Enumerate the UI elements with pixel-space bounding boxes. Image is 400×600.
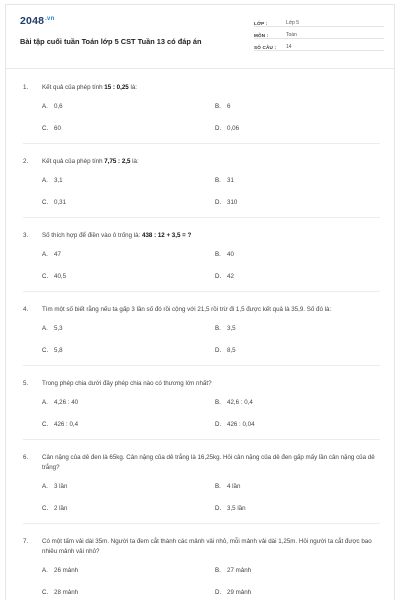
option-text: 426 : 0,04 [227,421,255,428]
option-text: 3 lần [54,483,68,490]
answer-options [23,251,380,281]
question-3 [6,231,394,305]
answer-options [23,483,380,513]
option-letter: D. [215,125,222,132]
option-text: 0,31 [54,199,67,206]
question-text-part: là: [130,158,139,165]
answer-option[interactable] [215,273,388,281]
question-text-part: Cân nặng của dê đen là 65kg. Cân nặng của dê trắng là 16,25kg. Hỏi cân nặng của dê đen gấp mấy lần cân nặng của dê trắng? [42,454,375,471]
answer-options [23,325,380,355]
answer-option[interactable] [215,589,388,597]
option-letter: A. [42,325,48,332]
option-letter: B. [215,399,221,406]
meta-value: Lớp 5 [286,19,300,26]
option-letter: D. [215,347,222,354]
answer-option[interactable] [215,421,388,429]
option-letter: A. [42,103,48,110]
answer-option[interactable] [215,125,388,133]
meta-row-subject [254,28,384,39]
option-letter: C. [42,199,49,206]
question-number: 7. [23,538,29,545]
answer-options [23,103,380,133]
option-text: 47 [54,251,61,258]
option-text: 3,1 [54,177,63,184]
option-text: 28 mảnh [54,589,79,596]
answer-option[interactable] [42,421,215,429]
meta-label: MÔN : [254,32,269,38]
question-4 [6,305,394,379]
meta-label: LỚP : [254,20,268,26]
option-text: 40,5 [54,273,67,280]
question-5 [6,379,394,453]
question-text [42,453,380,473]
answer-option[interactable] [42,177,215,185]
option-text: 8,5 [227,347,236,354]
answer-option[interactable] [215,399,388,407]
option-text: 4 lần [227,483,241,490]
option-letter: C. [42,505,49,512]
question-text-part: Có một tấm vải dài 35m. Người ta đem cắt thành các mảnh vải nhỏ, mỗi mảnh vải dài 1,25m. Hỏi người ta cắt được bao nhiêu mảnh vải nhỏ? [42,538,372,555]
option-text: 3,5 lần [227,505,246,512]
question-2 [6,157,394,231]
question-text [42,231,380,241]
option-letter: B. [215,325,221,332]
answer-option[interactable] [215,199,388,207]
question-text [42,537,380,557]
question-1 [6,83,394,157]
answer-options [23,399,380,429]
answer-option[interactable] [215,567,388,575]
answer-option[interactable] [215,251,388,259]
meta-value: 14 [286,43,292,50]
brand-logo-suffix: .vn [45,15,55,22]
question-text [42,157,380,167]
question-text-part: Kết quả của phép tính [42,84,105,91]
page-title: Bài tập cuối tuần Toán lớp 5 CST Tuần 13 có đáp án [20,37,202,46]
spacer [23,440,380,453]
answer-option[interactable] [215,483,388,491]
spacer [23,524,380,537]
brand-logo[interactable]: $2048^{.vn}$ [20,15,55,27]
question-text-part: Tìm một số biết rằng nếu ta gấp 3 lần số đó rồi cộng với 21,5 rồi trừ đi 1,5 được kết quả là 35,9. Số đó là: [42,306,332,313]
option-letter: D. [215,273,222,280]
option-text: 0,6 [54,103,63,110]
question-text-row [23,379,380,389]
meta-label: SỐ CÂU : [254,44,277,50]
question-text-row [23,231,380,241]
option-letter: C. [42,347,49,354]
answer-option[interactable] [42,325,215,333]
meta-value: Toán [286,31,297,38]
answer-option[interactable] [42,251,215,259]
worksheet-page [5,4,395,600]
answer-option[interactable] [215,505,388,513]
question-text-part: Kết quả của phép tính [42,158,105,165]
option-text: 426 : 0,4 [54,421,79,428]
option-letter: D. [215,589,222,596]
answer-option[interactable] [215,347,388,355]
question-number: 2. [23,158,29,165]
question-expression: 438 : 12 + 3,5 = ? [142,232,192,239]
meta-info [254,16,384,52]
option-text: 60 [54,125,61,132]
question-number: 3. [23,232,29,239]
question-text-part: là: [128,84,137,91]
question-number: 1. [23,84,29,91]
question-text [42,379,380,389]
option-letter: A. [42,483,48,490]
option-letter: C. [42,273,49,280]
option-letter: C. [42,589,49,596]
meta-row-class [254,16,384,27]
answer-option[interactable] [42,483,215,491]
answer-option[interactable] [42,125,215,133]
option-letter: B. [215,567,221,574]
spacer [23,144,380,157]
option-text: 26 mảnh [54,567,79,574]
question-text-part: Trong phép chia dưới đây phép chia nào có thương lớn nhất? [42,380,212,387]
option-letter: A. [42,567,48,574]
question-text-part: Số thích hợp để điền vào ô trống là: [42,232,143,239]
question-list [6,83,394,600]
answer-option[interactable] [215,103,388,111]
option-text: 2 lần [54,505,68,512]
question-expression: 15 : 0,25 [104,84,129,91]
worksheet-header [6,5,394,65]
option-text: 5,3 [54,325,63,332]
option-text: 42,6 : 0,4 [227,399,253,406]
option-letter: B. [215,251,221,258]
answer-option[interactable] [42,567,215,575]
option-text: 42 [227,273,234,280]
answer-options [23,567,380,597]
question-expression: 7,75 : 2,5 [104,158,131,165]
option-letter: C. [42,421,49,428]
question-number: 4. [23,306,29,313]
spacer [23,218,380,231]
option-text: 31 [227,177,234,184]
answer-option[interactable] [42,347,215,355]
question-number: 5. [23,380,29,387]
question-text-row [23,83,380,93]
question-text [42,83,380,93]
option-letter: B. [215,103,221,110]
option-letter: B. [215,483,221,490]
header-divider [6,68,394,69]
question-text-row [23,305,380,315]
answer-option[interactable] [42,505,215,513]
meta-row-count [254,40,384,51]
answer-option[interactable] [42,273,215,281]
question-text-row [23,537,380,557]
option-letter: A. [42,251,48,258]
answer-option[interactable] [42,589,215,597]
option-text: 40 [227,251,234,258]
option-text: 29 mảnh [227,589,252,596]
question-text-row [23,453,380,473]
option-text: 3,5 [227,325,236,332]
option-letter: D. [215,505,222,512]
option-text: 5,8 [54,347,63,354]
option-letter: C. [42,125,49,132]
question-text [42,305,380,315]
option-text: 6 [227,103,231,110]
answer-options [23,177,380,207]
answer-option[interactable] [42,399,215,407]
spacer [23,366,380,379]
option-letter: A. [42,399,48,406]
option-text: 27 mảnh [227,567,252,574]
option-text: 4,26 : 40 [54,399,79,406]
option-letter: D. [215,199,222,206]
answer-option[interactable] [215,325,388,333]
option-text: 310 [227,199,238,206]
question-6 [6,453,394,537]
question-7 [6,537,394,600]
option-letter: A. [42,177,48,184]
spacer [23,292,380,305]
answer-option[interactable] [42,199,215,207]
question-number: 6. [23,454,29,461]
question-text-row [23,157,380,167]
option-text: 0,06 [227,125,240,132]
answer-option[interactable] [42,103,215,111]
option-letter: B. [215,177,221,184]
answer-option[interactable] [215,177,388,185]
option-letter: D. [215,421,222,428]
